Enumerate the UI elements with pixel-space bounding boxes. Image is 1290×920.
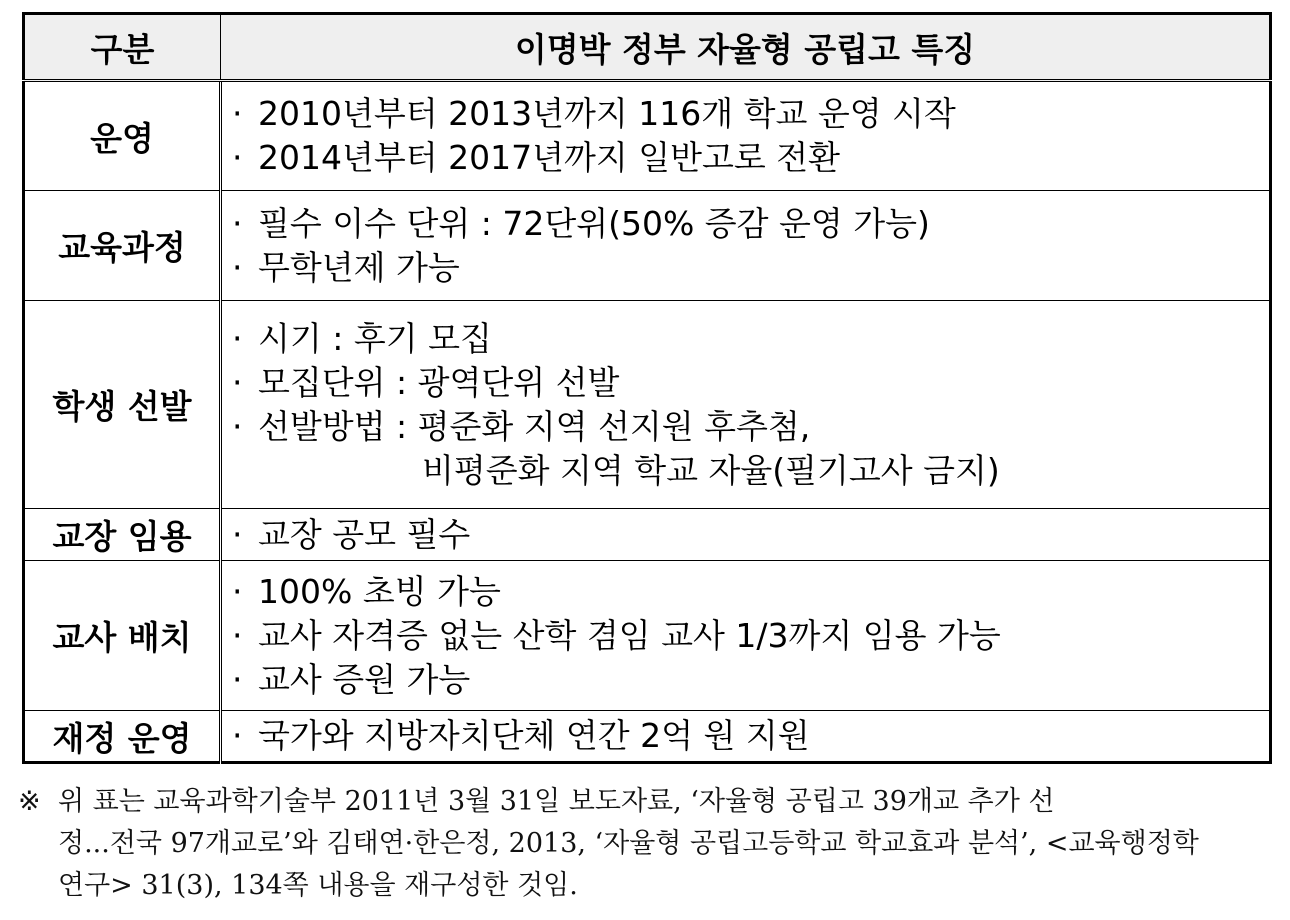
row-content bbox=[221, 81, 1271, 191]
reference-mark: ※ bbox=[18, 786, 41, 817]
list-item-text: 2010년부터 2013년까지 116개 학교 운영 시작 bbox=[258, 94, 956, 133]
row-content bbox=[221, 191, 1271, 301]
table-row bbox=[24, 81, 1271, 191]
list-item bbox=[232, 317, 1269, 361]
row-content bbox=[221, 509, 1271, 561]
list-item bbox=[232, 658, 1269, 702]
bullet-mark: · bbox=[232, 318, 243, 358]
list-item bbox=[232, 202, 1269, 246]
list-item-text: 필수 이수 단위 : 72단위(50% 증감 운영 가능) bbox=[258, 203, 930, 243]
list-item bbox=[232, 513, 1269, 557]
list-item-text: 모집단위 : 광역단위 선발 bbox=[258, 362, 620, 402]
row-label: 재정 운영 bbox=[24, 711, 221, 763]
list-item-text: 2014년부터 2017년까지 일반고로 전환 bbox=[258, 138, 840, 177]
list-item bbox=[232, 361, 1269, 405]
row-content bbox=[221, 711, 1271, 763]
list-item bbox=[232, 614, 1269, 658]
footnote-line bbox=[18, 781, 1280, 823]
bullet-mark: · bbox=[232, 571, 243, 611]
table-row bbox=[24, 561, 1271, 711]
bullet-mark: · bbox=[232, 406, 243, 446]
table-row bbox=[24, 509, 1271, 561]
list-item bbox=[232, 570, 1269, 614]
row-content bbox=[221, 301, 1271, 509]
bullet-mark: · bbox=[232, 659, 243, 699]
bullet-mark: · bbox=[232, 138, 243, 177]
list-item-text: 국가와 지방자치단체 연간 2억 원 지원 bbox=[258, 716, 810, 755]
features-table bbox=[22, 12, 1272, 764]
footnote-text: 위 표는 교육과학기술부 2011년 3월 31일 보도자료, ‘자율형 공립고 39개교 추가 선 bbox=[58, 786, 1055, 817]
list-item bbox=[232, 136, 1269, 180]
bullet-mark: · bbox=[232, 247, 243, 287]
bullet-mark: · bbox=[232, 514, 243, 554]
bullet-mark: · bbox=[232, 362, 243, 402]
list-item-text: 교사 자격증 없는 산학 겸임 교사 1/3까지 임용 가능 bbox=[258, 615, 1001, 655]
list-item-text: 교사 증원 가능 bbox=[258, 659, 471, 699]
list-item bbox=[232, 92, 1269, 136]
footnote-line: 정...전국 97개교로’와 김태연·한은정, 2013, ‘자율형 공립고등학교 학교효과 분석’, <교육행정학 bbox=[58, 828, 1199, 859]
list-item bbox=[232, 714, 1269, 758]
list-item-text: 무학년제 가능 bbox=[258, 247, 460, 287]
list-item-text: 100% 초빙 가능 bbox=[258, 571, 501, 611]
bullet-mark: · bbox=[232, 203, 243, 243]
table-header-row bbox=[24, 14, 1271, 81]
row-label: 교장 임용 bbox=[24, 509, 221, 561]
row-label: 교사 배치 bbox=[24, 561, 221, 711]
footnote-line: 연구> 31(3), 134쪽 내용을 재구성한 것임. bbox=[58, 870, 578, 901]
bullet-mark: · bbox=[232, 615, 243, 655]
header-title: 이명박 정부 자율형 공립고 특징 bbox=[221, 14, 1271, 81]
list-item bbox=[232, 405, 1269, 449]
row-label: 학생 선발 bbox=[24, 301, 221, 509]
table-row bbox=[24, 191, 1271, 301]
header-category: 구분 bbox=[24, 14, 221, 81]
table-row bbox=[24, 711, 1271, 763]
source-footnote bbox=[18, 781, 1280, 907]
bullet-mark: · bbox=[232, 94, 243, 133]
list-item-text: 시기 : 후기 모집 bbox=[258, 318, 492, 358]
bullet-mark: · bbox=[232, 716, 243, 755]
list-item bbox=[232, 246, 1269, 290]
list-item-text: 교장 공모 필수 bbox=[258, 514, 471, 554]
row-content bbox=[221, 561, 1271, 711]
list-item-text: 선발방법 : 평준화 지역 선지원 후추첨, bbox=[258, 406, 811, 446]
row-label: 교육과정 bbox=[24, 191, 221, 301]
list-item-continuation: 비평준화 지역 학교 자율(필기고사 금지) bbox=[422, 450, 1000, 490]
row-label: 운영 bbox=[24, 81, 221, 191]
table-row bbox=[24, 301, 1271, 509]
